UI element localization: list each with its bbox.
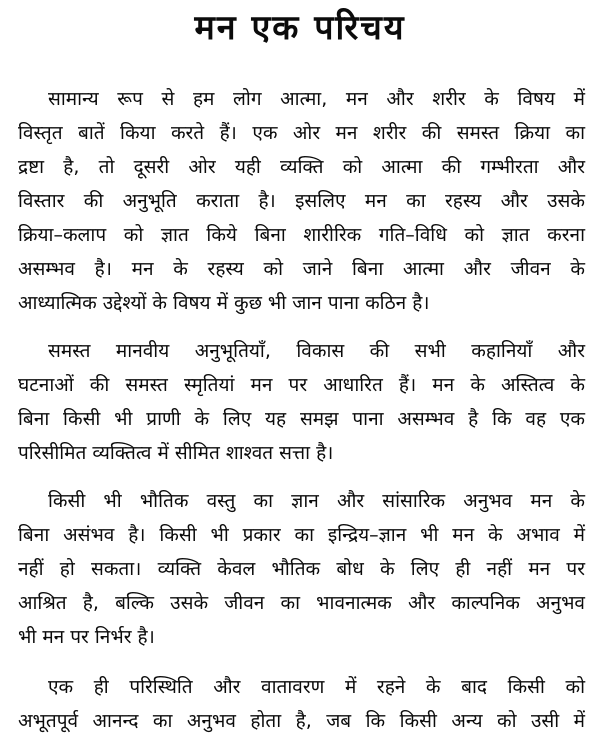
text-line: क्रिया–कलाप को ज्ञात किये बिना शारीरिक गति–विधि को ज्ञात करना xyxy=(18,224,585,246)
text-line: विस्तार की अनुभूति कराता है। इसलिए मन का रहस्य और उसके xyxy=(18,190,585,212)
text-line: असम्भव है। मन के रहस्य को जाने बिना आत्मा और जीवन के xyxy=(18,258,585,280)
text-line: किसी भी भौतिक वस्तु का ज्ञान और सांसारिक अनुभव मन के xyxy=(48,490,585,512)
text-line: बिना किसी भी प्राणी के लिए यह समझ पाना असम्भव है कि वह एक xyxy=(18,408,585,430)
paragraph xyxy=(0,484,600,654)
paragraph xyxy=(0,334,600,470)
text-line: अभूतपूर्व आनन्द का अनुभव होता है, जब कि किसी अन्य को उसी में xyxy=(18,710,585,732)
text-line: बिना असंभव है। किसी भी प्रकार का इन्द्रिय–ज्ञान भी मन के अभाव में xyxy=(18,524,585,546)
text-line: परिसीमित व्यक्तित्व में सीमित शाश्वत सत्ता है। xyxy=(18,442,334,464)
text-line: एक ही परिस्थिति और वातावरण में रहने के बाद किसी को xyxy=(48,676,585,698)
paragraph xyxy=(0,670,600,738)
page-title: मन एक परिचय xyxy=(194,8,406,48)
paragraph xyxy=(0,82,600,320)
text-line: समस्त मानवीय अनुभूतियाँ, विकास की सभी कहानियाँ और xyxy=(48,340,585,362)
text-line: भी मन पर निर्भर है। xyxy=(18,626,155,648)
text-line: द्रष्टा है, तो दूसरी ओर यही व्यक्ति को आत्मा की गम्भीरता और xyxy=(18,156,585,178)
text-line: नहीं हो सकता। व्यक्ति केवल भौतिक बोध के लिए ही नहीं मन पर xyxy=(18,558,585,580)
text-line: विस्तृत बातें किया करते हैं। एक ओर मन शरीर की समस्त क्रिया का xyxy=(18,122,585,144)
text-line: सामान्य रूप से हम लोग आत्मा, मन और शरीर के विषय में xyxy=(48,88,585,110)
text-line: घटनाओं की समस्त स्मृतियां मन पर आधारित हैं। मन के अस्तित्व के xyxy=(18,374,585,396)
text-line: आध्यात्मिक उद्देश्यों के विषय में कुछ भी जान पाना कठिन है। xyxy=(18,292,430,314)
text-line: आश्रित है, बल्कि उसके जीवन का भावनात्मक और काल्पनिक अनुभव xyxy=(18,592,585,614)
